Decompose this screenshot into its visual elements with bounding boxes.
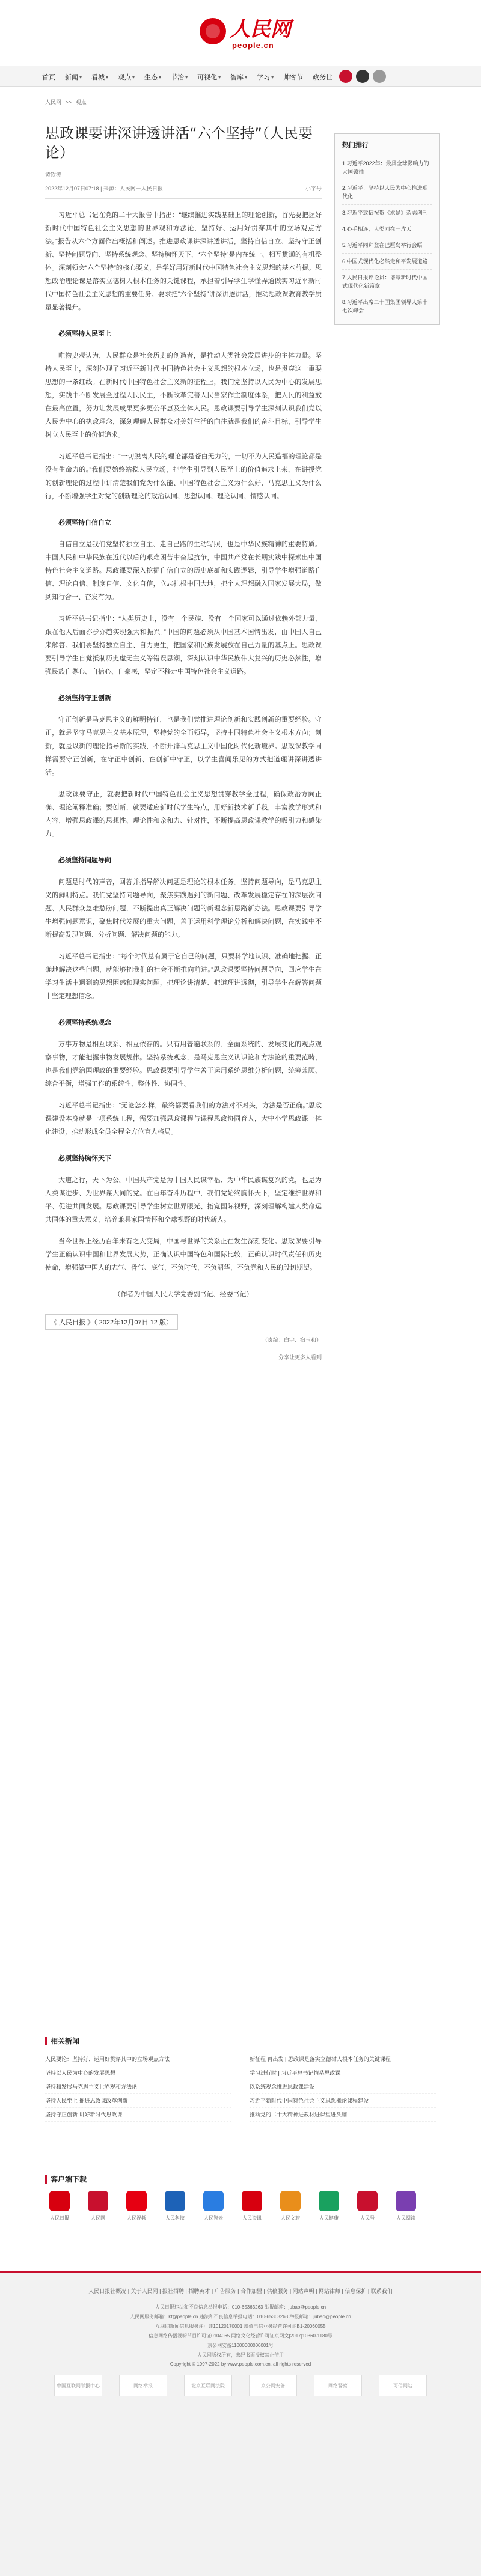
article-author: 黄钦涛 <box>45 172 62 178</box>
client-app-label: 人民号 <box>360 2215 375 2221</box>
sidebar-item[interactable]: 1.习近平2022年：最具全球影响力的大国领袖 <box>342 156 432 180</box>
app-icon <box>126 2191 147 2211</box>
app-icon <box>49 2191 70 2211</box>
related-item[interactable]: 坚持和发展马克思主义世界观和方法论 <box>45 2080 231 2094</box>
nav-list <box>37 71 388 84</box>
related-item[interactable]: 学习进行时 | 习近平总书记情系思政课 <box>250 2066 436 2080</box>
client-list <box>45 2191 436 2221</box>
logo-domain: people.cn <box>232 41 274 50</box>
chevron-down-icon: ▾ <box>159 75 162 80</box>
chevron-down-icon: ▾ <box>271 75 274 80</box>
article-paragraph: 思政课要守正，就要把新时代中国特色社会主义思想贯穿教学全过程，确保政治方向正确、理论阐释准确；要创新，就要适应新时代学生特点，用好新技术新手段，丰富教学形式和内容，增强思政课的思想性、理论性和亲和力、针对性，不断提高思政课教学的吸引力和感染力。 <box>45 791 322 838</box>
client-app[interactable] <box>199 2191 228 2221</box>
sidebar-ranking <box>334 133 440 325</box>
nav-item-label: 生态 <box>144 74 158 81</box>
chevron-down-icon: ▾ <box>106 75 109 80</box>
section-heading: 必须坚持守正创新 <box>58 695 111 702</box>
section-heading: 必须坚持问题导向 <box>58 857 111 864</box>
footer-badge[interactable]: 可信网站 <box>379 2375 427 2396</box>
section-heading: 必须坚持胸怀天下 <box>58 1155 111 1162</box>
nav-item[interactable] <box>192 71 225 84</box>
article-paragraph: 自信自立是我们党坚持独立自主、走自己路的生动写照，也是中华民族精神的重要特质。中国人民和中华民族在近代以后的艰难困苦中奋起抗争，中国共产党在长期实践中探索出中国特色社会主义道路。思政课要深入挖掘自信自立的历史底蕴和实践逻辑，引导学生增强道路自信、理论自信、制度自信、文化自信，立志扎根中国大地，把个人理想融入国家发展大局，做到知行合一、奋发有为。 <box>45 541 322 601</box>
footer-badges <box>54 2375 427 2396</box>
site-footer <box>0 2271 481 2576</box>
chevron-down-icon: ▾ <box>218 75 221 80</box>
footer-line: 信息网络传播视听节目许可证0104065 网络文化经营许可证京网文[2017]10360-1180号 <box>149 2333 332 2339</box>
footer-line: 人民网版权所有，未经书面授权禁止使用 <box>197 2352 284 2358</box>
accessibility-icon[interactable] <box>339 70 352 83</box>
nav-item-label: 新闻 <box>65 74 78 81</box>
app-icon <box>165 2191 185 2211</box>
article-paragraph: 问题是时代的声音，回答并指导解决问题是理论的根本任务。坚持问题导向，是马克思主义的鲜明特点。我们党坚持问题导向，聚焦实践遇到的新问题、改革发展稳定存在的深层次问题、人民群众急难愁盼问题，不断提出真正解决问题的新理念新思路新办法。思政课要引导学生增强问题意识，聚焦时代发展的重大问题，善于运用科学理论分析和解决问题，在实践中不断提高发现问题、分析问题、解决问题的能力。 <box>45 878 322 939</box>
nav-item-label: 看城 <box>91 74 105 81</box>
related-item[interactable]: 坚持人民至上 推进思政课改革创新 <box>45 2094 231 2108</box>
sidebar-list <box>342 156 432 318</box>
nav-item-label: 政务世 <box>313 74 333 81</box>
article-editors: （责编：白宇、宿玉和） <box>262 1337 322 1343</box>
nav-item[interactable] <box>37 71 60 84</box>
article-paragraph: 当今世界正经历百年未有之大变局，中国与世界的关系正在发生深刻变化。思政课要引导学生正确认识中国和世界发展大势，正确认识中国特色和国际比较，正确认识时代责任和历史使命，增强做中国人的志气、骨气、底气，不负时代，不负韶华，不负党和人民的殷切期望。 <box>45 1238 322 1271</box>
app-icon <box>242 2191 262 2211</box>
related-list <box>45 2053 436 2122</box>
chevron-down-icon: ▾ <box>79 75 82 80</box>
related-item[interactable]: 推动党的二十大精神进教材进课堂进头脑 <box>250 2108 436 2122</box>
client-app[interactable] <box>161 2191 189 2221</box>
article-paragraph: 习近平总书记指出：“每个时代总有属于它自己的问题，只要科学地认识、准确地把握、正确地解决这些问题，就能够把我们的社会不断推向前进。”思政课要坚持问题导向，回应学生在学习生活中遇到的思想困惑和现实问题，把理论讲清楚、把道理讲透彻，引导学生在解答问题中坚定理想信念。 <box>45 953 322 1000</box>
footer-line: 互联网新闻信息服务许可证10120170001 增值电信业务经营许可证B1-20060055 <box>155 2324 326 2329</box>
logo-text: 人民网 <box>230 17 291 41</box>
user-icon[interactable] <box>356 70 369 83</box>
nav-item-label: 观点 <box>118 74 132 81</box>
client-app-label: 人民健康 <box>319 2215 339 2221</box>
app-icon <box>319 2191 339 2211</box>
article-body <box>45 209 322 1274</box>
article-paragraph: 习近平总书记指出：“无论怎么样，最终都要看我们的方法对不对头，方法是否正确。”思政课建设本身就是一项系统工程，需要加强思政课程与课程思政协同育人，大中小学思政课一体化建设，推动形成全员全程全方位育人格局。 <box>45 1102 322 1136</box>
client-app[interactable] <box>45 2191 74 2221</box>
client-app-label: 人民日报 <box>50 2215 69 2221</box>
nav-item[interactable] <box>60 71 87 84</box>
breadcrumb <box>45 98 89 106</box>
section-heading: 必须坚持自信自立 <box>58 519 111 526</box>
sidebar-title: 热门排行 <box>342 142 369 149</box>
app-icon <box>357 2191 378 2211</box>
login-icon[interactable] <box>373 70 386 83</box>
breadcrumb-section[interactable]: 观点 <box>75 99 87 105</box>
client-app-label: 人民科技 <box>165 2215 185 2221</box>
footer-line: Copyright © 1997-2022 by www.people.com.cn. all rights reserved <box>170 2361 311 2367</box>
nav-item[interactable] <box>225 71 252 84</box>
nav-item[interactable] <box>113 71 139 84</box>
breadcrumb-home[interactable]: 人民网 <box>45 99 62 105</box>
client-app-label: 人民智云 <box>204 2215 223 2221</box>
footer-badge[interactable]: 网络举报 <box>119 2375 167 2396</box>
article <box>45 124 322 1361</box>
article-meta <box>45 184 322 199</box>
article-source: 《 人民日报 》（ 2022年12月07日 12 版） <box>45 1314 178 1330</box>
nav-item-label: 帅客节 <box>283 74 304 81</box>
related-item[interactable]: 坚持以人民为中心的发展思想 <box>45 2066 231 2080</box>
author-note: （作者为中国人民大学党委副书记、经委书记） <box>114 1291 253 1298</box>
client-app[interactable] <box>353 2191 382 2221</box>
sidebar-item[interactable]: 7.人民日报评论员：谱写新时代中国式现代化新篇章 <box>342 270 432 294</box>
footer-line: 京公网安备11000000000001号 <box>207 2343 274 2348</box>
nav-item-label: 学习 <box>257 74 271 81</box>
section-heading: 必须坚持系统观念 <box>58 1019 111 1026</box>
footer-badge[interactable]: 北京互联网法院 <box>184 2375 232 2396</box>
client-app-label: 人民资讯 <box>242 2215 262 2221</box>
sidebar-item[interactable]: 5.习近平同拜登在巴厘岛举行会晤 <box>342 237 432 254</box>
app-icon <box>396 2191 416 2211</box>
site-logo[interactable] <box>192 16 295 52</box>
chevron-down-icon: ▾ <box>245 75 248 80</box>
footer-links[interactable]: 人民日报社概况 | 关于人民网 | 报社招聘 | 招聘英才 | 广告服务 | 合作加盟 | 供稿服务 | 网站声明 | 网站律师 | 信息保护 | 联系我们 <box>88 2288 393 2294</box>
footer-badge[interactable]: 京公网安备 <box>249 2375 297 2396</box>
nav-item[interactable] <box>139 71 166 84</box>
article-paragraph: 万事万物是相互联系、相互依存的。只有用普遍联系的、全面系统的、发展变化的观点观察事物，才能把握事物发展规律。坚持系统观念，是马克思主义认识论和方法论的重要范畴，也是我们党治国理政的重要经验。思政课要引导学生善于运用系统思维分析问题，统筹兼顾、综合平衡，增强工作的系统性、整体性、协同性。 <box>45 1041 322 1088</box>
main-nav <box>0 66 481 87</box>
sidebar-item[interactable]: 2.习近平：坚持以人民为中心推进现代化 <box>342 180 432 205</box>
sidebar-item[interactable]: 3.习近平致信祝贺《求是》杂志创刊 <box>342 205 432 221</box>
article-paragraph: 习近平总书记指出：“一切脱离人民的理论都是苍白无力的，一切不为人民造福的理论都是没有生命力的。”我们要始终站稳人民立场，把学生引导到人民至上的价值追求上来，在讲授党的创新理论的过程中讲清楚我们党为什么能、中国特色社会主义为什么好、马克思主义为什么行，不断增强学生对党的创新理论的政治认同、思想认同、理论认同、情感认同。 <box>45 453 322 500</box>
article-paragraph: 唯物史观认为，人民群众是社会历史的创造者，是推动人类社会发展进步的主体力量。坚持人民至上，深刻体现了习近平新时代中国特色社会主义思想的根本立场，也是贯穿这一重要思想的一条红线。在新时代中国特色社会主义新的征程上，我们党坚持以人民为中心的发展思想，实践中不断发展全过程人民民主，不断改革完善人民当家作主制度体系，把人民的利益放在最高位置，努力让发展成果更多更公平惠及全体人民。思政课要引导学生深刻认识我们党以人民为中心的执政理念，深刻理解人民群众对美好生活的向往就是我们的奋斗目标，引导学生树立人民至上的价值追求。 <box>45 352 322 439</box>
related-item[interactable]: 坚持守正创新 讲好新时代思政课 <box>45 2108 231 2122</box>
related-item[interactable]: 人民要论：坚持好、运用好贯穿其中的立场观点方法 <box>45 2053 231 2066</box>
related-news <box>45 2037 436 2122</box>
nav-item[interactable] <box>252 71 278 84</box>
section-heading: 必须坚持人民至上 <box>58 330 111 338</box>
client-app[interactable] <box>391 2191 420 2221</box>
client-downloads <box>45 2175 436 2221</box>
nav-item-label: 首页 <box>42 74 55 81</box>
footer-badge[interactable]: 网络警察 <box>314 2375 362 2396</box>
sidebar-item[interactable]: 6.中国式现代化必然走和平发展道路 <box>342 254 432 270</box>
nav-item-label: 智库 <box>230 74 244 81</box>
footer-line: 人民日报违法和不良信息举报电话：010-65363263 举报邮箱：jubao@people.cn <box>155 2304 326 2310</box>
article-time-source: 2022年12月07日07:18 | 来源：人民网－人民日报 <box>45 186 163 192</box>
client-app-label: 人民网 <box>91 2215 105 2221</box>
nav-item-label: 节治 <box>171 74 185 81</box>
font-size-toggle[interactable]: 小字号 <box>305 186 322 192</box>
client-app-label: 人民文旅 <box>281 2215 300 2221</box>
app-icon <box>280 2191 301 2211</box>
logo-emblem <box>200 18 226 44</box>
related-title: 相关新闻 <box>45 2037 436 2045</box>
article-paragraph: 守正创新是马克思主义的鲜明特征，也是我们党推进理论创新和实践创新的重要经验。守正，就是坚守马克思主义基本原理，坚持党的全面领导，坚持中国特色社会主义根本方向；创新，就是以新的理论指导新的实践，不断开辟马克思主义中国化时代化新境界。思政课教学同样需要守正创新，在守正中创新、在创新中守正，以学生喜闻乐见的方式把道理讲深讲透讲活。 <box>45 716 322 776</box>
article-paragraph: 习近平总书记在党的二十大报告中指出：“继续推进实践基础上的理论创新，首先要把握好新时代中国特色社会主义思想的世界观和方法论，坚持好、运用好贯穿其中的立场观点方法。”报告从六个方面作出概括和阐述。推进思政课讲深讲透讲活，坚持自信自立、坚持守正创新、坚持问题导向、坚持系统观念、坚持胸怀天下，“六个坚持”是内在统一、相互贯通的有机整体。深刻领会“六个坚持”的核心要义，是学好用好新时代中国特色社会主义思想的基本前提。思想政治理论课是落实立德树人根本任务的关键课程，承担着引导学生学懂弄通做实习近平新时代中国特色社会主义思想的重要任务。要求把“六个坚持”讲深讲透讲活，推动思政课教育教学质量显著提升。 <box>45 212 322 311</box>
breadcrumb-separator: >> <box>65 99 72 105</box>
client-app[interactable] <box>237 2191 266 2221</box>
related-item[interactable]: 新征程 再出发 | 思政课是落实立德树人根本任务的关键课程 <box>250 2053 436 2066</box>
sidebar-item[interactable]: 8.习近平出席二十国集团领导人第十七次峰会 <box>342 299 428 314</box>
footer-line: 人民网服务邮箱：kf@people.cn 违法和不良信息举报电话：010-65363263 举报邮箱：jubao@people.cn <box>130 2314 351 2319</box>
related-item[interactable]: 习近平新时代中国特色社会主义思想概论课程建设 <box>250 2094 436 2108</box>
article-title: 思政课要讲深讲透讲活“六个坚持”（人民要论） <box>45 125 313 161</box>
sidebar-item[interactable]: 4.心手相连，人类同在一片天 <box>342 221 432 237</box>
client-app[interactable] <box>314 2191 343 2221</box>
share-bar[interactable]: 分享让更多人看到 <box>278 1354 322 1360</box>
app-icon <box>88 2191 108 2211</box>
client-app[interactable] <box>276 2191 305 2221</box>
clients-title: 客户端下载 <box>45 2175 436 2184</box>
client-app[interactable] <box>84 2191 112 2221</box>
client-app-label: 人民阅读 <box>396 2215 415 2221</box>
footer-badge[interactable]: 中国互联网举报中心 <box>54 2375 102 2396</box>
app-icon <box>203 2191 224 2211</box>
article-paragraph: 习近平总书记指出：“人类历史上，没有一个民族、没有一个国家可以通过依赖外部力量、跟在他人后面亦步亦趋实现强大和振兴。”中国的问题必须从中国基本国情出发，由中国人自己来解答。我们要坚持独立自主、自力更生，把国家和民族发展放在自己力量的基点上。思政课要引导学生自觉抵制历史虚无主义等错误思潮，深刻认识中华民族伟大复兴的历史必然性，增强民族自尊心、自信心、自豪感，坚定不移走中国特色社会主义道路。 <box>45 615 322 675</box>
related-item[interactable]: 以系统观念推进思政课建设 <box>250 2080 436 2094</box>
chevron-down-icon: ▾ <box>132 75 135 80</box>
nav-item[interactable] <box>278 71 308 84</box>
nav-item-label: 可视化 <box>197 74 218 81</box>
nav-item[interactable] <box>87 71 113 84</box>
article-paragraph: 大道之行，天下为公。中国共产党是为中国人民谋幸福、为中华民族谋复兴的党，也是为人类谋进步、为世界谋大同的党。在百年奋斗历程中，我们党始终胸怀天下，坚定维护世界和平、促进共同发展。思政课要引导学生树立世界眼光、拓宽国际视野，深刻理解构建人类命运共同体的重大意义，培养兼具家国情怀和全球视野的时代新人。 <box>45 1177 322 1223</box>
client-app-label: 人民视频 <box>127 2215 146 2221</box>
nav-item[interactable] <box>308 71 337 84</box>
client-app[interactable] <box>122 2191 151 2221</box>
nav-item[interactable] <box>166 71 192 84</box>
chevron-down-icon: ▾ <box>185 75 188 80</box>
site-header <box>0 0 481 66</box>
